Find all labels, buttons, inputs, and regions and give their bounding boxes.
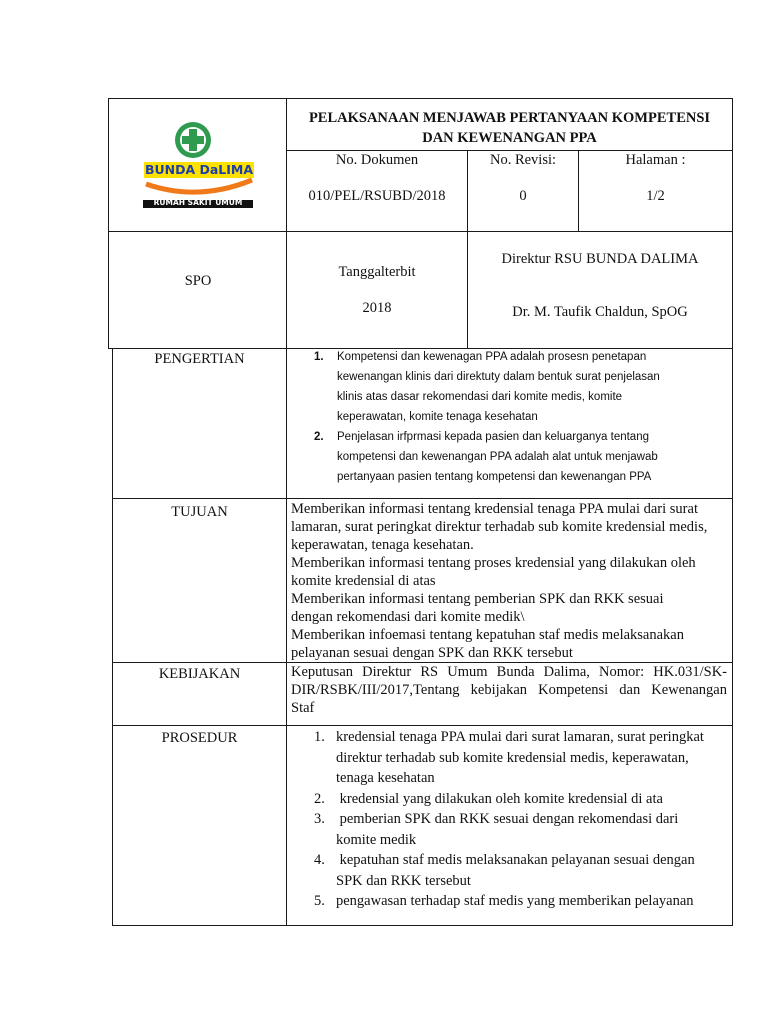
tujuan-line: Memberikan informasi tentang pemberian SPK dan RKK sesuai	[291, 591, 664, 607]
table-border-left-upper	[108, 98, 109, 349]
list-item-line: klinis atas dasar rekomendasi dari komite medis, komite	[337, 391, 623, 403]
list-item-line: SPK dan RKK tersebut	[336, 872, 471, 889]
list-item-number: 1.	[314, 729, 325, 745]
kebijakan-line: DIR/RSBK/III/2017,Tentang kebijakan Kompetensi dan Kewenangan	[291, 682, 727, 698]
kebijakan-line: Staf	[291, 700, 315, 716]
document-title	[290, 108, 729, 148]
table-border-right-upper	[732, 98, 733, 349]
pengertian-label: PENGERTIAN	[154, 351, 245, 367]
list-item-line: tenaga kesehatan	[336, 770, 435, 786]
no-dokumen-value: 010/PEL/RSUBD/2018	[308, 188, 446, 204]
prosedur-label: PROSEDUR	[161, 730, 238, 746]
list-item-line: direktur terhadab sub komite kredensial medis, keperawatan,	[336, 749, 689, 766]
tujuan-line: Memberikan informasi tentang proses kredensial yang dilakukan oleh	[291, 555, 696, 571]
kebijakan-label: KEBIJAKAN	[158, 666, 241, 682]
list-item	[288, 427, 728, 487]
list-item-number: 4.	[314, 852, 325, 868]
tujuan-line: Memberikan infoemasi tentang kepatuhan staf medis melaksanakan	[291, 627, 684, 643]
list-item-line: Penjelasan irfprmasi kepada pasien dan keluarganya tentang	[337, 431, 649, 443]
list-item	[287, 850, 729, 891]
list-item-line: keperawatan, komite tenaga kesehatan	[337, 411, 538, 423]
tanggal-terbit-value: 2018	[362, 300, 392, 316]
document-title-line-2: DAN KEWENANGAN PPA	[422, 130, 597, 146]
body-border-right	[732, 348, 733, 926]
kebijakan-line: Keputusan Direktur RS Umum Bunda Dalima, Nomor: HK.031/SK-	[291, 664, 727, 680]
halaman-label: Halaman :	[625, 152, 686, 168]
list-item-number: 2.	[314, 790, 325, 807]
tujuan-line: Memberikan informasi tentang kredensial tenaga PPA mulai dari surat	[291, 501, 698, 517]
tujuan-line: komite kredensial di atas	[291, 573, 436, 589]
no-revisi-label: No. Revisi:	[489, 152, 557, 168]
pengertian-list	[288, 347, 728, 487]
direktur-title: Direktur RSU BUNDA DALIMA	[501, 251, 699, 267]
halaman-value: 1/2	[646, 188, 665, 204]
no-revisi-value: 0	[519, 188, 527, 204]
header-row-bottom	[108, 231, 733, 232]
list-item	[287, 789, 729, 810]
prosedur-list	[287, 727, 729, 912]
document-title-line-1: PELAKSANAAN MENJAWAB PERTANYAAN KOMPETENSI	[308, 110, 711, 126]
table-border-top	[108, 98, 733, 99]
body-border-left	[112, 348, 113, 926]
tujuan-text	[291, 500, 731, 662]
list-item-line: pemberian SPK dan RKK sesuai dengan rekomendasi dari	[336, 811, 679, 827]
list-item-line: kredensial yang dilakukan oleh komite kredensial di ata	[336, 790, 663, 807]
list-item-line: Kompetensi dan kewenagan PPA adalah prosesn penetapan	[337, 351, 647, 363]
list-item-line: kompetensi dan kewenangan PPA adalah alat untuk menjawab	[337, 451, 658, 463]
tujuan-line: keperawatan, tenaga kesehatan.	[291, 537, 474, 553]
spo-label: SPO	[184, 273, 212, 289]
kebijakan-text	[291, 663, 727, 717]
list-item-line: kewenangan klinis dari direktuty dalam bentuk surat penjelasan	[337, 371, 660, 383]
pengertian-row-bottom	[112, 498, 733, 499]
list-item-line: pengawasan terhadap staf medis yang memberikan pelayanan	[336, 893, 694, 909]
list-item	[287, 727, 729, 789]
logo-name: BUNDA DaLIMA	[144, 162, 254, 177]
list-item-number: 5.	[314, 893, 325, 909]
hospital-logo	[140, 118, 258, 214]
tujuan-label: TUJUAN	[171, 504, 228, 520]
list-item	[288, 347, 728, 427]
list-item-number: 3.	[314, 811, 325, 827]
list-item-number: 1.	[314, 351, 324, 363]
tujuan-line: lamaran, surat peringkat direktur terhadab sub komite kredensial medis,	[291, 519, 708, 535]
tujuan-line: pelayanan sesuai dengan SPK dan RKK tersebut	[291, 645, 573, 661]
list-item-line: kepatuhan staf medis melaksanakan pelayanan sesuai dengan	[336, 852, 695, 868]
list-item	[287, 891, 729, 912]
no-dokumen-label: No. Dokumen	[335, 152, 419, 168]
kebijakan-row-bottom	[112, 725, 733, 726]
tujuan-line: dengan rekomendasi dari komite medik\	[291, 609, 525, 625]
list-item	[287, 809, 729, 850]
list-item-line: pertanyaan pasien tentang kompetensi dan kewenangan PPA	[337, 471, 652, 483]
list-item-line: komite medik	[336, 831, 417, 848]
list-item-line: kredensial tenaga PPA mulai dari surat lamaran, surat peringkat	[336, 729, 704, 745]
logo-subtitle: RUMAH SAKIT UMUM	[153, 198, 243, 207]
direktur-name: Dr. M. Taufik Chaldun, SpOG	[512, 304, 688, 320]
list-item-number: 2.	[314, 431, 324, 443]
tanggal-terbit-label: Tanggalterbit	[338, 264, 416, 280]
table-border-bottom	[112, 925, 733, 926]
